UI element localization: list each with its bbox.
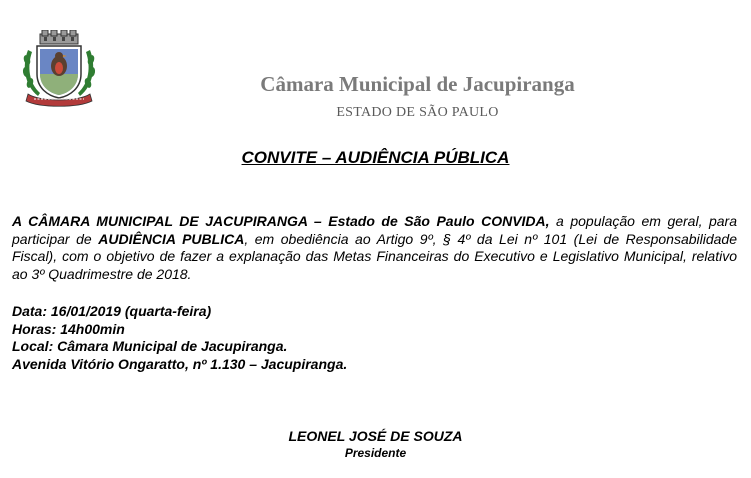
invitation-text-1: a população em geral, para participar de [12,213,737,247]
invitation-paragraph [12,213,737,283]
event-date: Data: 16/01/2019 (quarta-feira) [12,303,212,319]
invitation-lead: A CÂMARA MUNICIPAL DE JACUPIRANGA – Estado de São Paulo CONVIDA, [12,213,550,229]
seal-shield [37,46,81,98]
municipal-coat-of-arms-icon [20,30,98,108]
org-state: ESTADO DE SÃO PAULO [336,105,499,120]
event-details [12,303,347,373]
event-name: AUDIÊNCIA PUBLICA [98,230,245,247]
invitation-text-2: , em obediência ao Artigo 9º, § 4º da Lei nº 101 (Lei de Responsabilidade Fiscal), com o objetivo de fazer a explanação das Metas Financeiras do Executivo e Legislativo Municipal, relativo ao 3º Quadrimestre de 2018. [12,230,737,282]
signer-name: LEONEL JOSÉ DE SOUZA [288,428,463,444]
event-address: Avenida Vitório Ongaratto, nº 1.130 – Jacupiranga. [12,355,348,372]
document-title: CONVITE – AUDIÊNCIA PÚBLICA [241,148,510,167]
event-place: Local: Câmara Municipal de Jacupiranga. [12,338,288,354]
event-time: Horas: 14h00min [12,320,125,337]
signer-role: Presidente [344,446,407,460]
org-name: Câmara Municipal de Jacupiranga [260,72,575,96]
seal-crown [40,30,78,44]
